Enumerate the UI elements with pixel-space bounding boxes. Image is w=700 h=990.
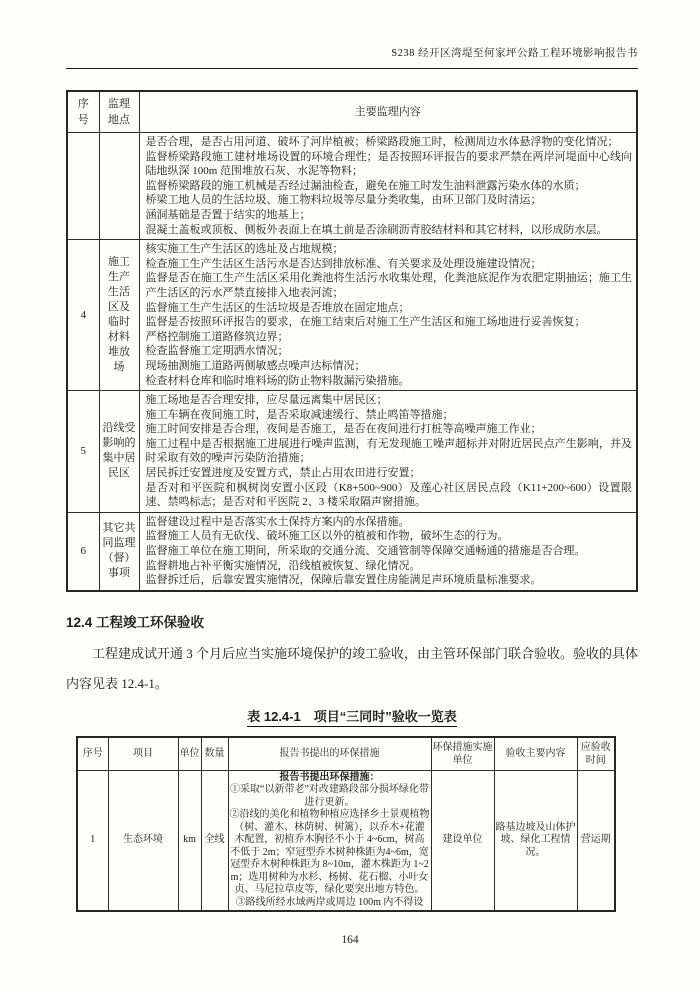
quantity-cell: 全线: [201, 770, 228, 911]
implementer-cell: 建设单位: [431, 770, 494, 911]
row-number-cell: 6: [67, 512, 99, 590]
supervision-row-6: [67, 512, 637, 590]
supervision-row-continuation: [67, 133, 637, 240]
row-number-cell: [67, 133, 99, 240]
col-header-quantity: 数量: [201, 737, 228, 771]
document-header: [66, 45, 638, 60]
col-header-acceptance-time: 应验收时间: [577, 737, 615, 771]
col-header-content: 主要监理内容: [139, 91, 637, 133]
supervision-row-5: [67, 391, 637, 513]
col-header-location: 监理 地点: [99, 91, 139, 133]
content-cell: 监督建设过程中是否落实水土保持方案内的水保措施。 监督施工人员有无砍伐、破坏施工区以外的植被和作物，破坏生态的行为。 监督施工单位在施工期间，所采取的交通分流、交通管制等保障交通畅通的措施是否合理。 监督耕地占补平衡实施情况，沿线植被恢复、绿化情况。 监督拆迁后，后靠安置实施情况，保障后靠安置住房能满足声环境质量标准要求。: [139, 512, 637, 590]
col-header-no: 序号: [77, 737, 108, 771]
section-heading: 12.4 工程竣工环保验收: [66, 614, 205, 630]
acceptance-table-title-text: 表 12.4-1 项目“三同时”验收一览表: [247, 709, 456, 727]
supervision-row-4: [67, 240, 637, 391]
acceptance-table-header-row: [77, 737, 615, 771]
col-header-item: 项目: [108, 737, 178, 771]
col-header-acceptance-content: 验收主要内容: [494, 737, 577, 771]
row-number-cell: 1: [77, 770, 108, 911]
location-cell: 沿线受 影响的 集中居 民区: [99, 391, 139, 513]
supervision-table-header-row: [67, 91, 637, 133]
supervision-table: [66, 90, 638, 592]
location-cell: 其它共 同监理 （督） 事项: [99, 512, 139, 590]
content-cell: 是否合理，是否占用河道、破坏了河岸植被；桥梁路段施工时，检测周边水体悬浮物的变化情况； 监督桥梁路段施工建材堆场设置的环境合理性；是否按照环评报告的要求严禁在两岸河堤面中心线向陆地纵深 100m 范围堆放石灰、水泥等物料； 监督桥梁路段的施工机械是否经过漏油检查，避免在施工时发生油料泄露污染水体的水质； 桥梁工地人员的生活垃圾、施工物料垃圾等尽量分类收集，由环卫部门及时清运； 涵洞基础是否置于结实的地基上； 混凝土盖板或顶板、侧板外表面上在填土前是否涂刷沥青胶结材料和其它材料，以形成防水层。: [139, 133, 637, 240]
measures-items: ①采取“以新带老”对改建路段部分损坏绿化带进行更新。 ②沿线的美化和植物种植应选择乡土景观植物（树、灌木、林荫树、树篱），以乔木+花灌木配置，初植乔木胸径不小于 4~6cm，树高不低于 2m；窄冠型乔木树种株距为4~6m，宽冠型乔木树种株距为 8~10m，灌木株距为 1~2m；选用树种为水杉、杨树、花石榴、小叶女贞、马尼拉草皮等，绿化要突出地方特色。 ③路线所经水域两岸或周边 100m 内不得设: [229, 784, 430, 908]
row-number-cell: 4: [67, 240, 99, 391]
location-cell: [99, 133, 139, 240]
acceptance-row-1: [77, 770, 615, 911]
acceptance-content-cell: 路基边坡及山体护坡、绿化工程情况。: [494, 770, 577, 911]
header-rule: [66, 68, 638, 69]
col-header-no: 序 号: [67, 91, 99, 133]
page-number: 164: [341, 934, 359, 946]
header-title: S238 经开区湾堤至何家坪公路工程环境影响报告书: [391, 48, 638, 59]
measures-heading: 报告书提出环保措施：: [279, 771, 380, 783]
measures-cell: [228, 770, 431, 911]
acceptance-table: [76, 736, 616, 913]
col-header-implementer: 环保措施实施单位: [431, 737, 494, 771]
acceptance-table-title: [66, 706, 638, 725]
col-header-unit: 单位: [178, 737, 201, 771]
content-cell: 核实施工生产生活区的选址及占地规模； 检查施工生产生活区生活污水是否达到排放标准、有关要求及处理设施建设情况； 监督是否在施工生产生活区采用化粪池将生活污水收集处理，化粪池底泥作为农肥定期抽运；施工生产生活区的污水严禁直接排入地表河流； 监督施工生产生活区的生活垃圾是否堆放在固定地点； 监督是否按照环评报告的要求，在施工结束后对施工生产生活区和施工场地进行妥善恢复； 严格控制施工道路修筑边界； 检查监督施工定期洒水情况； 现场抽测施工道路两侧敏感点噪声达标情况； 检查材料仓库和临时堆料场的防止物料散漏污染措施。: [139, 240, 637, 391]
acceptance-time-cell: 营运期: [577, 770, 615, 911]
location-cell: 施工 生产 生活 区及 临时 材料 堆放 场: [99, 240, 139, 391]
col-header-measures: 报告书提出的环保措施: [228, 737, 431, 771]
unit-cell: km: [178, 770, 201, 911]
item-cell: 生态环境: [108, 770, 178, 911]
row-number-cell: 5: [67, 391, 99, 513]
section-paragraph: 工程建成试开通 3 个月后应当实施环境保护的竣工验收，由主管环保部门联合验收。验收的具体内容见表 12.4-1。: [66, 645, 639, 691]
content-cell: 施工场地是否合理安排，应尽量远离集中居民区； 施工车辆在夜间施工时，是否采取减速缓行、禁止鸣笛等措施； 施工时间安排是否合理，夜间是否施工，是否在夜间进行打桩等高噪声施工作业； 施工过程中是否根据施工进展进行噪声监测，有无发现施工噪声超标并对附近居民点产生影响，并及时采取有效的噪声污染防治措施； 居民拆迁安置进度及安置方式，禁止占用农田进行安置； 是否对和平医院和枫树岗安置小区段（K8+500~900）及莲心社区居民点段（K11+200~600）设置限速、禁鸣标志；是否对和平医院 2、3 楼采取隔声窗措施。: [139, 391, 637, 513]
